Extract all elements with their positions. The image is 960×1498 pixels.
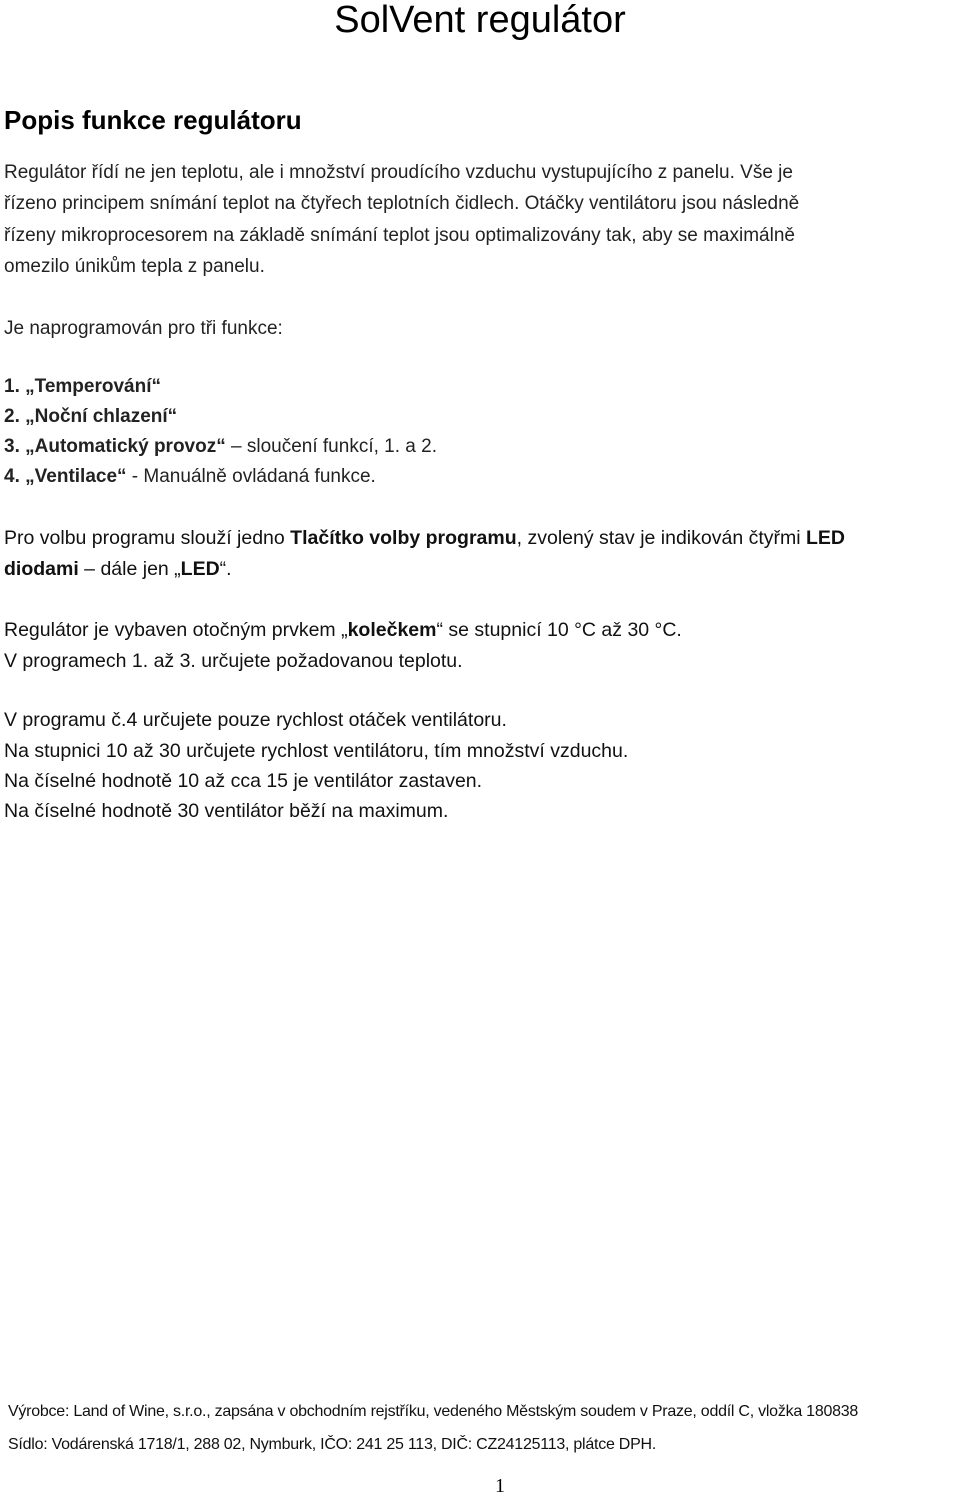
text-run: Pro volbu programu slouží jedno: [4, 527, 291, 549]
text-run: “.: [219, 558, 232, 580]
function-note: - Manuálně ovládaná funkce.: [126, 466, 376, 487]
function-note: – sloučení funkcí, 1. a 2.: [225, 436, 437, 457]
text-run: Regulátor je vybaven otočným prvkem „: [4, 619, 348, 641]
diodes-term: diodami: [4, 558, 79, 580]
intro-line-1: Regulátor řídí ne jen teplotu, ale i množství proudícího vzduchu vystupujícího z panelu. Vše je: [4, 162, 793, 183]
function-number: 2.: [4, 406, 20, 427]
wheel-term: kolečkem: [347, 619, 437, 641]
function-item-3: [4, 436, 437, 458]
document-title: SolVent regulátor: [334, 0, 626, 41]
page-number: 1: [495, 1475, 505, 1497]
program4-line-3: Na číselné hodnotě 10 až cca 15 je ventilátor zastaven.: [4, 770, 483, 792]
function-name: „Automatický provoz“: [25, 436, 226, 457]
text-run: “ se stupnicí 10 °C až 30 °C.: [436, 619, 682, 641]
functions-intro: Je naprogramován pro tři funkce:: [4, 318, 283, 339]
text-run: , zvolený stav je indikován čtyřmi: [516, 527, 806, 549]
intro-line-2: řízeno principem snímání teplot na čtyřech teplotních čidlech. Otáčky ventilátoru jsou následně: [4, 193, 800, 214]
program4-line-4: Na číselné hodnotě 30 ventilátor běží na maximum.: [4, 800, 449, 822]
footer-address: Sídlo: Vodárenská 1718/1, 288 02, Nymburk, IČO: 241 25 113, DIČ: CZ24125113, plátce DPH.: [8, 1436, 657, 1453]
function-item-4: [4, 466, 376, 488]
function-item-1: [4, 376, 161, 398]
footer-manufacturer: Výrobce: Land of Wine, s.r.o., zapsána v obchodním rejstříku, vedeného Městským soudem v Praze, oddíl C, vložka 180838: [8, 1403, 859, 1420]
function-number: 1.: [4, 376, 20, 397]
intro-line-3: řízeny mikroprocesorem na základě snímání teplot jsou optimalizovány tak, aby se maximálně: [4, 225, 795, 246]
led-term: LED: [806, 527, 845, 549]
function-name: „Temperování“: [25, 376, 161, 397]
section-heading: Popis funkce regulátoru: [4, 105, 302, 135]
intro-line-4: omezilo únikům tepla z panelu.: [4, 256, 265, 277]
text-run: – dále jen „: [78, 558, 181, 580]
button-paragraph-line-1: [4, 526, 845, 550]
function-name: „Ventilace“: [25, 466, 127, 487]
button-paragraph-line-2: [4, 557, 232, 581]
function-number: 3.: [4, 436, 20, 457]
program-button-term: Tlačítko volby programu: [290, 527, 517, 549]
function-item-2: [4, 406, 177, 428]
program4-line-1: V programu č.4 určujete pouze rychlost otáček ventilátoru.: [4, 709, 507, 731]
function-name: „Noční chlazení“: [25, 406, 178, 427]
program4-line-2: Na stupnici 10 až 30 určujete rychlost ventilátoru, tím množství vzduchu.: [4, 740, 629, 762]
wheel-paragraph-line-1: [4, 618, 682, 642]
wheel-paragraph-line-2: V programech 1. až 3. určujete požadovanou teplotu.: [4, 650, 463, 672]
function-number: 4.: [4, 466, 20, 487]
led-term: LED: [180, 558, 220, 580]
